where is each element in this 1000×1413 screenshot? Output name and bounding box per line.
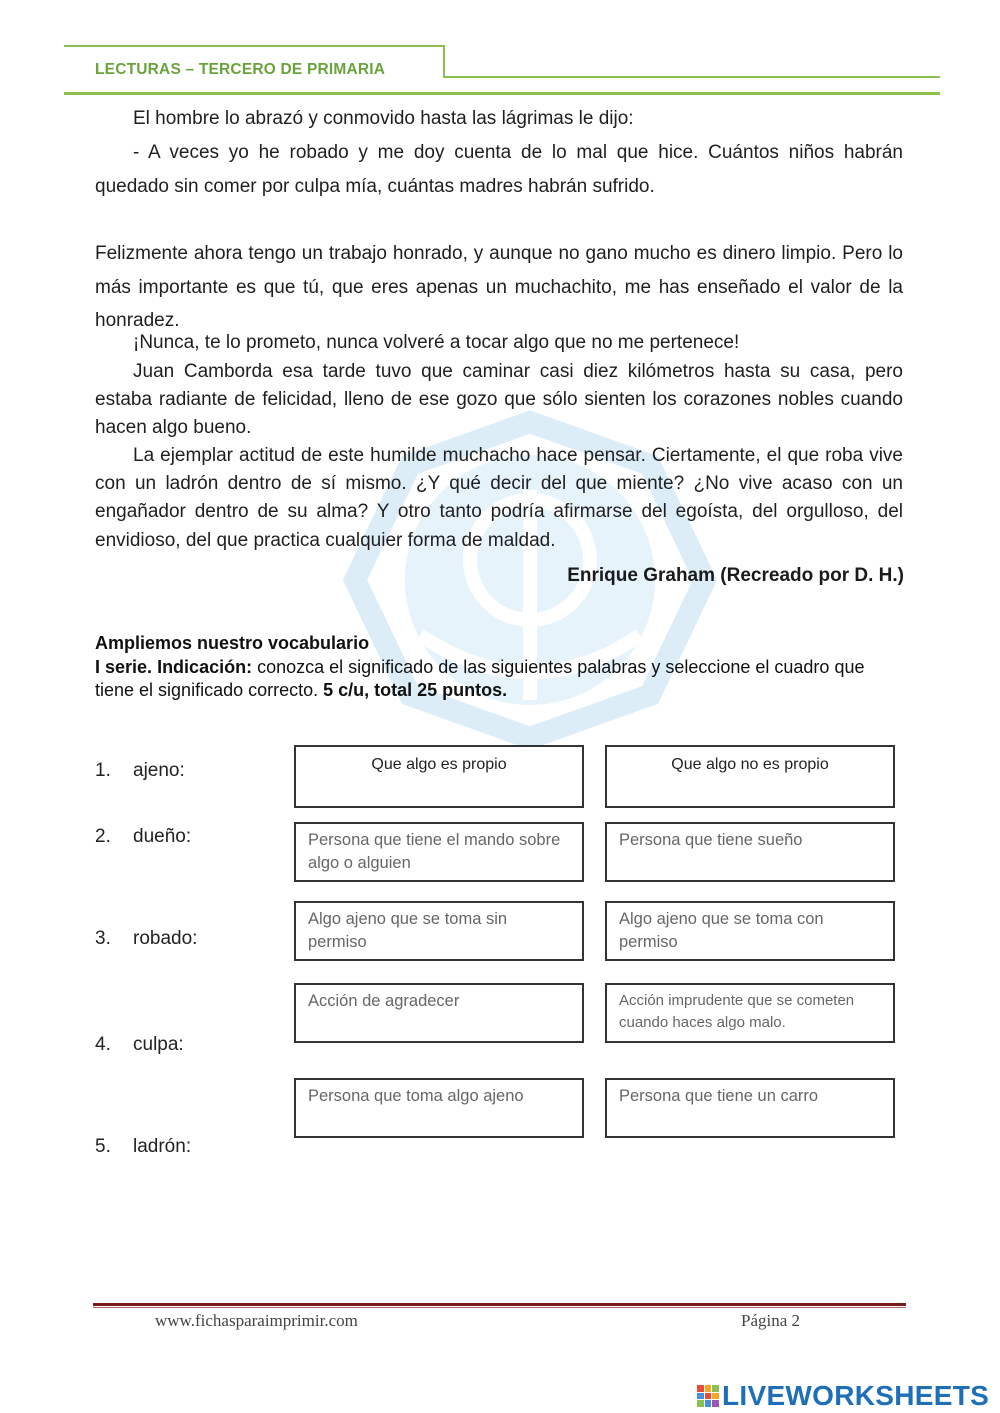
option-box-q3-b[interactable]: Algo ajeno que se toma con permiso xyxy=(605,901,895,961)
vocabulary-instruction xyxy=(95,656,885,702)
footer-line xyxy=(93,1303,906,1306)
points-text: 5 c/u, total 25 puntos. xyxy=(323,680,508,700)
option-box-q2-a[interactable]: Persona que tiene el mando sobre algo o alguien xyxy=(294,822,584,882)
story-paragraph-3: Felizmente ahora tengo un trabajo honrado, y aunque no gano mucho es dinero limpio. Pero lo más importante es que tú, que eres apenas un muchachito, me has enseñado el valor de la honradez. xyxy=(95,243,903,331)
instruction-text: conozca el significado de las siguientes palabras y seleccione el cuadro que tiene el significado correcto. xyxy=(95,657,865,700)
vocabulary-title: Ampliemos nuestro vocabulario xyxy=(95,633,370,653)
question-word: ajeno: xyxy=(133,760,185,781)
question-number: 3. xyxy=(95,928,111,949)
serie-label: I serie. xyxy=(95,657,153,677)
option-box-q2-b[interactable]: Persona que tiene sueño xyxy=(605,822,895,882)
question-4 xyxy=(95,1034,184,1056)
question-number: 5. xyxy=(95,1136,111,1157)
question-number: 1. xyxy=(95,760,111,781)
option-box-q5-a[interactable]: Persona que toma algo ajeno xyxy=(294,1078,584,1138)
question-number: 2. xyxy=(95,826,111,847)
option-box-q5-b[interactable]: Persona que tiene un carro xyxy=(605,1078,895,1138)
story-author: Enrique Graham (Recreado por D. H.) xyxy=(567,565,904,586)
header-line-top xyxy=(64,45,444,47)
header-line-step xyxy=(443,45,445,77)
story-paragraph-2: - A veces yo he robado y me doy cuenta de lo mal que hice. Cuántos niños habrán quedado sin comer por culpa mía, cuántas madres habrán sufrido. xyxy=(95,142,903,197)
option-box-q1-a[interactable]: Que algo es propio xyxy=(294,745,584,808)
story-paragraph-1: El hombre lo abrazó y conmovido hasta las lágrimas le dijo: xyxy=(133,108,634,129)
story-paragraph-5: Juan Camborda esa tarde tuvo que caminar casi diez kilómetros hasta su casa, pero estaba radiante de felicidad, lleno de ese gozo que sólo sienten los corazones nobles cuando hacen algo bueno. xyxy=(95,361,903,439)
question-2 xyxy=(95,826,191,848)
option-box-q1-b[interactable]: Que algo no es propio xyxy=(605,745,895,808)
question-number: 4. xyxy=(95,1034,111,1055)
question-5 xyxy=(95,1136,191,1158)
footer-page-number: Página 2 xyxy=(741,1311,801,1330)
footer-url[interactable]: www.fichasparaimprimir.com xyxy=(155,1311,358,1330)
header-title: LECTURAS – TERCERO DE PRIMARIA xyxy=(95,61,386,78)
question-word: culpa: xyxy=(133,1034,184,1055)
header-line-right xyxy=(443,76,940,78)
footer-line-thin xyxy=(93,1307,906,1308)
question-word: ladrón: xyxy=(133,1136,192,1157)
liveworksheets-text: LIVEWORKSHEETS xyxy=(722,1380,990,1411)
story-paragraph-6: La ejemplar actitud de este humilde muchacho hace pensar. Ciertamente, el que roba vive con un ladrón dentro de sí mismo. ¿Y qué decir del que miente? ¿No vive acaso con un engañador dentro de su alma? Y otro tanto podría afirmarse del egoísta, del orgulloso, del envidioso, del que practica cualquier forma de maldad. xyxy=(95,445,903,551)
question-word: dueño: xyxy=(133,826,192,847)
option-box-q3-a[interactable]: Algo ajeno que se toma sin permiso xyxy=(294,901,584,961)
question-word: robado: xyxy=(133,928,198,949)
option-box-q4-b[interactable]: Acción imprudente que se cometen cuando haces algo malo. xyxy=(605,983,895,1043)
indication-label: Indicación: xyxy=(157,657,253,677)
liveworksheets-brand[interactable] xyxy=(697,1379,989,1413)
story-paragraph-4: ¡Nunca, te lo prometo, nunca volveré a tocar algo que no me pertenece! xyxy=(133,332,740,353)
header-line-bottom xyxy=(64,92,940,95)
question-1 xyxy=(95,760,185,782)
question-3 xyxy=(95,928,197,950)
option-box-q4-a[interactable]: Acción de agradecer xyxy=(294,983,584,1043)
liveworksheets-logo-icon xyxy=(697,1385,719,1407)
